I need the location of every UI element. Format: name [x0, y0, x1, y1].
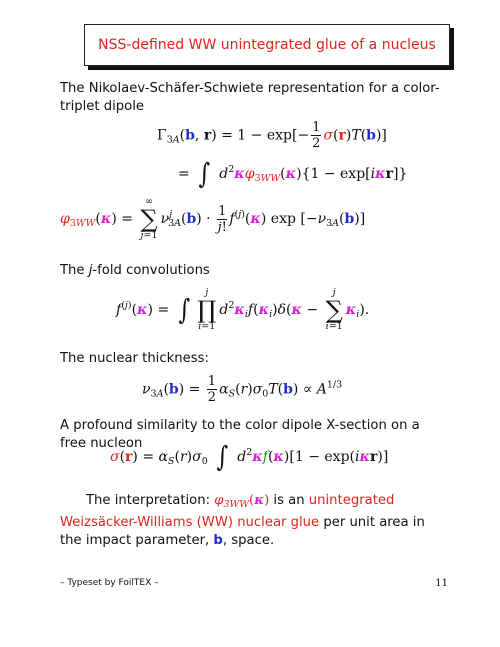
slide-title: NSS-defined WW unintegrated glue of a nucleus: [98, 37, 436, 53]
page-number: 11: [435, 578, 448, 589]
equation-phi: $\varphi_{3WW}(\kappa)$ = ∞ ∑ j=1 $\nu^j_{3A}(b)$ · $\frac{1}{j!}$ $f^{(j)}(\kappa)$ $\exp [-\nu_{3A}(b)]$: [60, 196, 366, 241]
equation-gamma: $\Gamma_{3A}(b$, r) = 1 − exp[− $\frac{1}{2}$ σ(r)T(b)]: [157, 120, 387, 151]
similarity-paragraph: A profound similarity to the color dipole X-section on a free nucleon: [60, 418, 420, 451]
title-box: [84, 24, 450, 66]
equation-sigma: $\sigma(r) = \alpha_S(r)\sigma_0$ ∫ $d^2\kappa f(\kappa)[1 - \exp(i\kappa r)]$: [110, 440, 389, 473]
footer-typeset: – Typeset by FoilTEX –: [60, 578, 159, 588]
interpretation-paragraph: The interpretation: $\varphi_{3WW}(\kappa)$ is an unintegrated Weizsäcker-Williams (WW) nuclear glue per unit area in the impact parameter, b, space.: [60, 493, 425, 548]
intro-paragraph: The Nikolaev-Schäfer-Schwiete representation for a color-triplet dipole: [60, 81, 440, 114]
convolutions-label: The j-fold convolutions: [60, 263, 210, 278]
equation-convolution: $f^{(j)}(\kappa)$ = ∫ j ∏ i=1 $d^2\kappa_if(\kappa_i)\delta(\kappa$ − j ∑ i=1 $\kappa_i$).: [116, 287, 370, 332]
thickness-label: The nuclear thickness:: [60, 351, 209, 366]
equation-integral: = ∫ $d^2\kappa\varphi_{3WW}(\kappa)\{1 - \exp[i\kappa r]\}$: [178, 157, 408, 190]
equation-thickness: $\nu_{3A}(b)$ = $\frac{1}{2}$ $\alpha_S(r)\sigma_0T(b) \propto A^{1/3}$: [142, 374, 343, 405]
